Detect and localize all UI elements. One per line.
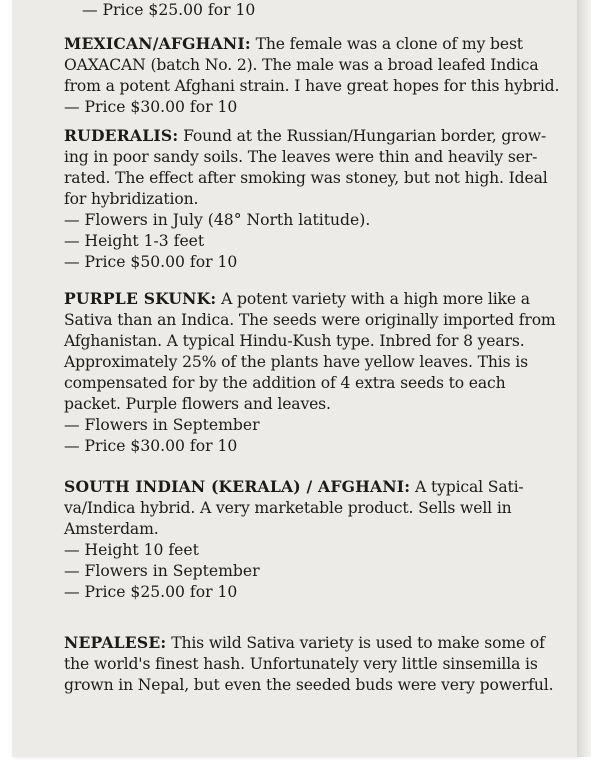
entry-nepalese (64, 632, 556, 696)
entry-line: grown in Nepal, but even the seeded buds were very powerful. (64, 676, 554, 694)
strain-name: RUDERALIS: (64, 126, 179, 145)
entry-first-line: SOUTH INDIAN (KERALA) / AFGHANI: A typical Sati- (64, 477, 524, 496)
entry-line: packet. Purple flowers and leaves. (64, 395, 331, 413)
strain-name: NEPALESE: (64, 633, 167, 652)
entry-first-line: PURPLE SKUNK: A potent variety with a high more like a (64, 289, 530, 308)
entry-ruderalis (64, 125, 556, 273)
entry-mexican-afghani (64, 33, 560, 118)
entry-line: OAXACAN (batch No. 2). The male was a broad leafed Indica (64, 56, 539, 74)
entry-line: Approximately 25% of the plants have yellow leaves. This is (64, 353, 528, 371)
entry-line: for hybridization. (64, 190, 199, 208)
entry-item: — Flowers in July (48° North latitude). (64, 211, 371, 229)
entry-line: va/Indica hybrid. A very marketable product. Sells well in (64, 499, 512, 517)
entry-first-line: RUDERALIS: Found at the Russian/Hungarian border, grow- (64, 126, 547, 145)
entry-line: from a potent Afghani strain. I have great hopes for this hybrid. (64, 77, 560, 95)
strain-name: PURPLE SKUNK: (64, 289, 217, 308)
top-price: — Price $25.00 for 10 (82, 1, 256, 19)
strain-name: SOUTH INDIAN (KERALA) / AFGHANI: (64, 477, 411, 496)
top-price-entry (64, 0, 556, 21)
entry-purple-skunk (64, 288, 556, 457)
entry-item: — Price $30.00 for 10 (64, 98, 238, 116)
entry-line: Sativa than an Indica. The seeds were originally imported from (64, 311, 556, 329)
entry-line: Afghanistan. A typical Hindu-Kush type. Inbred for 8 years. (64, 332, 525, 350)
document-page (12, 0, 577, 757)
entry-item: — Flowers in September (64, 416, 260, 434)
entry-item: — Flowers in September (64, 562, 260, 580)
entry-item: — Price $25.00 for 10 (64, 583, 238, 601)
entry-line: compensated for by the addition of 4 extra seeds to each (64, 374, 506, 392)
entry-item: — Price $30.00 for 10 (64, 437, 238, 455)
entry-south-indian-afghani (64, 476, 556, 603)
entry-item: — Price $50.00 for 10 (64, 253, 238, 271)
entry-first-line: NEPALESE: This wild Sativa variety is used to make some of (64, 633, 545, 652)
entry-line: the world's finest hash. Unfortunately very little sinsemilla is (64, 655, 538, 673)
entry-item: — Height 10 feet (64, 541, 199, 559)
entry-item: — Height 1-3 feet (64, 232, 205, 250)
entry-first-line: MEXICAN/AFGHANI: The female was a clone of my best (64, 34, 523, 53)
entry-line: Amsterdam. (64, 520, 159, 538)
entry-line: rated. The effect after smoking was stoney, but not high. Ideal (64, 169, 548, 187)
entry-line: ing in poor sandy soils. The leaves were thin and heavily ser- (64, 148, 538, 166)
strain-name: MEXICAN/AFGHANI: (64, 34, 251, 53)
